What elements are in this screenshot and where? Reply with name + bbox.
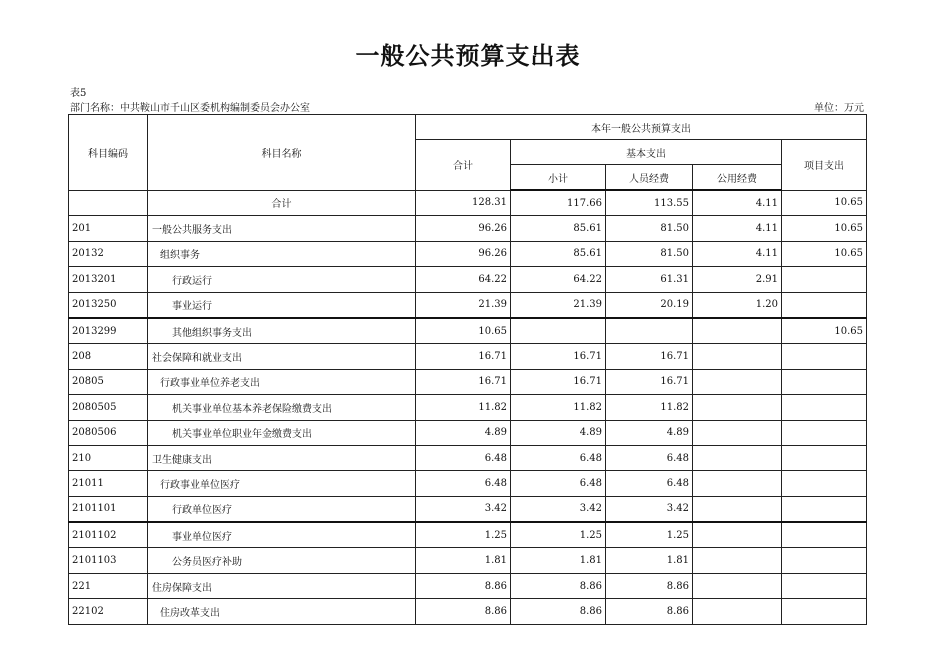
total-cell: 10.65	[416, 318, 511, 344]
code-cell: 2080505	[69, 395, 148, 420]
project-cell	[782, 369, 867, 394]
project-cell	[782, 445, 867, 470]
public-cell	[693, 445, 782, 470]
code-cell: 22102	[69, 599, 148, 624]
code-cell: 20805	[69, 369, 148, 394]
total-cell: 16.71	[416, 344, 511, 369]
subtotal-cell: 6.48	[511, 471, 606, 496]
subtotal-cell: 85.61	[511, 216, 606, 241]
public-cell: 4.11	[693, 241, 782, 266]
subtotal-cell: 8.86	[511, 573, 606, 598]
personnel-cell: 1.25	[606, 522, 693, 548]
table-row	[69, 599, 867, 624]
code-cell: 201	[69, 216, 148, 241]
header-personnel: 人员经费	[606, 165, 693, 191]
public-cell	[693, 599, 782, 624]
total-cell: 6.48	[416, 471, 511, 496]
code-cell: 210	[69, 445, 148, 470]
subtotal-cell: 21.39	[511, 292, 606, 318]
table-row	[69, 318, 867, 344]
total-cell: 11.82	[416, 395, 511, 420]
name-cell: 卫生健康支出	[148, 445, 416, 470]
project-cell	[782, 395, 867, 420]
header-basic: 基本支出	[511, 140, 782, 165]
project-cell	[782, 292, 867, 318]
project-cell: 10.65	[782, 318, 867, 344]
project-cell	[782, 522, 867, 548]
budget-table	[68, 114, 867, 625]
code-cell: 21011	[69, 471, 148, 496]
total-cell: 6.48	[416, 445, 511, 470]
name-cell: 事业运行	[148, 292, 416, 318]
subtotal-cell: 8.86	[511, 599, 606, 624]
table-row	[69, 445, 867, 470]
subtotal-cell: 4.89	[511, 420, 606, 445]
project-cell	[782, 599, 867, 624]
name-cell: 其他组织事务支出	[148, 318, 416, 344]
project-cell: 10.65	[782, 241, 867, 266]
table-row	[69, 522, 867, 548]
total-personnel-cell: 113.55	[606, 190, 693, 216]
table-header	[69, 115, 867, 191]
header-subtotal: 小计	[511, 165, 606, 191]
code-cell: 2013250	[69, 292, 148, 318]
name-cell: 社会保障和就业支出	[148, 344, 416, 369]
total-cell: 3.42	[416, 496, 511, 522]
total-name-cell: 合计	[148, 190, 416, 216]
code-cell: 2013201	[69, 267, 148, 292]
project-cell	[782, 548, 867, 573]
name-cell: 住房改革支出	[148, 599, 416, 624]
project-cell	[782, 344, 867, 369]
total-cell: 96.26	[416, 241, 511, 266]
total-cell: 8.86	[416, 599, 511, 624]
total-code-cell	[69, 190, 148, 216]
total-cell: 8.86	[416, 573, 511, 598]
total-total-cell: 128.31	[416, 190, 511, 216]
public-cell	[693, 548, 782, 573]
table-row	[69, 573, 867, 598]
unit-label: 单位：万元	[814, 103, 864, 114]
subtotal-cell: 16.71	[511, 369, 606, 394]
project-cell	[782, 420, 867, 445]
public-cell	[693, 318, 782, 344]
code-cell: 2080506	[69, 420, 148, 445]
subtotal-cell: 85.61	[511, 241, 606, 266]
project-cell	[782, 496, 867, 522]
personnel-cell: 6.48	[606, 471, 693, 496]
table-body	[69, 190, 867, 624]
subtotal-cell: 1.25	[511, 522, 606, 548]
table-row	[69, 395, 867, 420]
personnel-cell: 8.86	[606, 599, 693, 624]
code-cell: 2013299	[69, 318, 148, 344]
name-cell: 机关事业单位职业年金缴费支出	[148, 420, 416, 445]
personnel-cell: 16.71	[606, 344, 693, 369]
name-cell: 行政事业单位养老支出	[148, 369, 416, 394]
header-public: 公用经费	[693, 165, 782, 191]
personnel-cell: 4.89	[606, 420, 693, 445]
project-cell: 10.65	[782, 216, 867, 241]
personnel-cell: 81.50	[606, 216, 693, 241]
name-cell: 住房保障支出	[148, 573, 416, 598]
subtotal-cell: 64.22	[511, 267, 606, 292]
name-cell: 行政事业单位医疗	[148, 471, 416, 496]
table-row	[69, 241, 867, 266]
table-row	[69, 267, 867, 292]
personnel-cell: 16.71	[606, 369, 693, 394]
table-row	[69, 548, 867, 573]
personnel-cell: 1.81	[606, 548, 693, 573]
page-title: 一般公共预算支出表	[355, 41, 581, 70]
personnel-cell: 8.86	[606, 573, 693, 598]
personnel-cell: 61.31	[606, 267, 693, 292]
public-cell	[693, 420, 782, 445]
personnel-cell: 20.19	[606, 292, 693, 318]
subtotal-cell	[511, 318, 606, 344]
subtotal-cell: 6.48	[511, 445, 606, 470]
public-cell: 1.20	[693, 292, 782, 318]
subtotal-cell: 1.81	[511, 548, 606, 573]
table-row	[69, 471, 867, 496]
public-cell: 4.11	[693, 216, 782, 241]
subtotal-cell: 3.42	[511, 496, 606, 522]
subtotal-cell: 11.82	[511, 395, 606, 420]
total-cell: 21.39	[416, 292, 511, 318]
name-cell: 机关事业单位基本养老保险缴费支出	[148, 395, 416, 420]
total-subtotal-cell: 117.66	[511, 190, 606, 216]
header-current-year: 本年一般公共预算支出	[416, 115, 867, 140]
total-public-cell: 4.11	[693, 190, 782, 216]
code-cell: 2101102	[69, 522, 148, 548]
name-cell: 行政运行	[148, 267, 416, 292]
table-row	[69, 292, 867, 318]
public-cell	[693, 395, 782, 420]
personnel-cell: 81.50	[606, 241, 693, 266]
table-row	[69, 496, 867, 522]
header-code: 科目编码	[69, 115, 148, 191]
name-cell: 组织事务	[148, 241, 416, 266]
total-cell: 16.71	[416, 369, 511, 394]
total-cell: 4.89	[416, 420, 511, 445]
table-row	[69, 216, 867, 241]
total-cell: 1.25	[416, 522, 511, 548]
name-cell: 事业单位医疗	[148, 522, 416, 548]
public-cell	[693, 344, 782, 369]
code-cell: 208	[69, 344, 148, 369]
project-cell	[782, 267, 867, 292]
project-cell	[782, 471, 867, 496]
code-cell: 20132	[69, 241, 148, 266]
public-cell	[693, 496, 782, 522]
table-row	[69, 344, 867, 369]
public-cell	[693, 471, 782, 496]
total-row	[69, 190, 867, 216]
header-name: 科目名称	[148, 115, 416, 191]
name-cell: 行政单位医疗	[148, 496, 416, 522]
total-cell: 1.81	[416, 548, 511, 573]
name-cell: 一般公共服务支出	[148, 216, 416, 241]
table-row	[69, 369, 867, 394]
personnel-cell: 11.82	[606, 395, 693, 420]
table-row	[69, 420, 867, 445]
personnel-cell: 6.48	[606, 445, 693, 470]
total-project-cell: 10.65	[782, 190, 867, 216]
personnel-cell	[606, 318, 693, 344]
public-cell	[693, 573, 782, 598]
table-number: 表5	[70, 88, 87, 99]
public-cell	[693, 522, 782, 548]
public-cell: 2.91	[693, 267, 782, 292]
project-cell	[782, 573, 867, 598]
code-cell: 2101101	[69, 496, 148, 522]
header-project: 项目支出	[782, 140, 867, 191]
total-cell: 64.22	[416, 267, 511, 292]
public-cell	[693, 369, 782, 394]
subtotal-cell: 16.71	[511, 344, 606, 369]
total-cell: 96.26	[416, 216, 511, 241]
code-cell: 2101103	[69, 548, 148, 573]
department-name: 部门名称：中共鞍山市千山区委机构编制委员会办公室	[70, 103, 310, 114]
name-cell: 公务员医疗补助	[148, 548, 416, 573]
code-cell: 221	[69, 573, 148, 598]
header-total: 合计	[416, 140, 511, 191]
personnel-cell: 3.42	[606, 496, 693, 522]
